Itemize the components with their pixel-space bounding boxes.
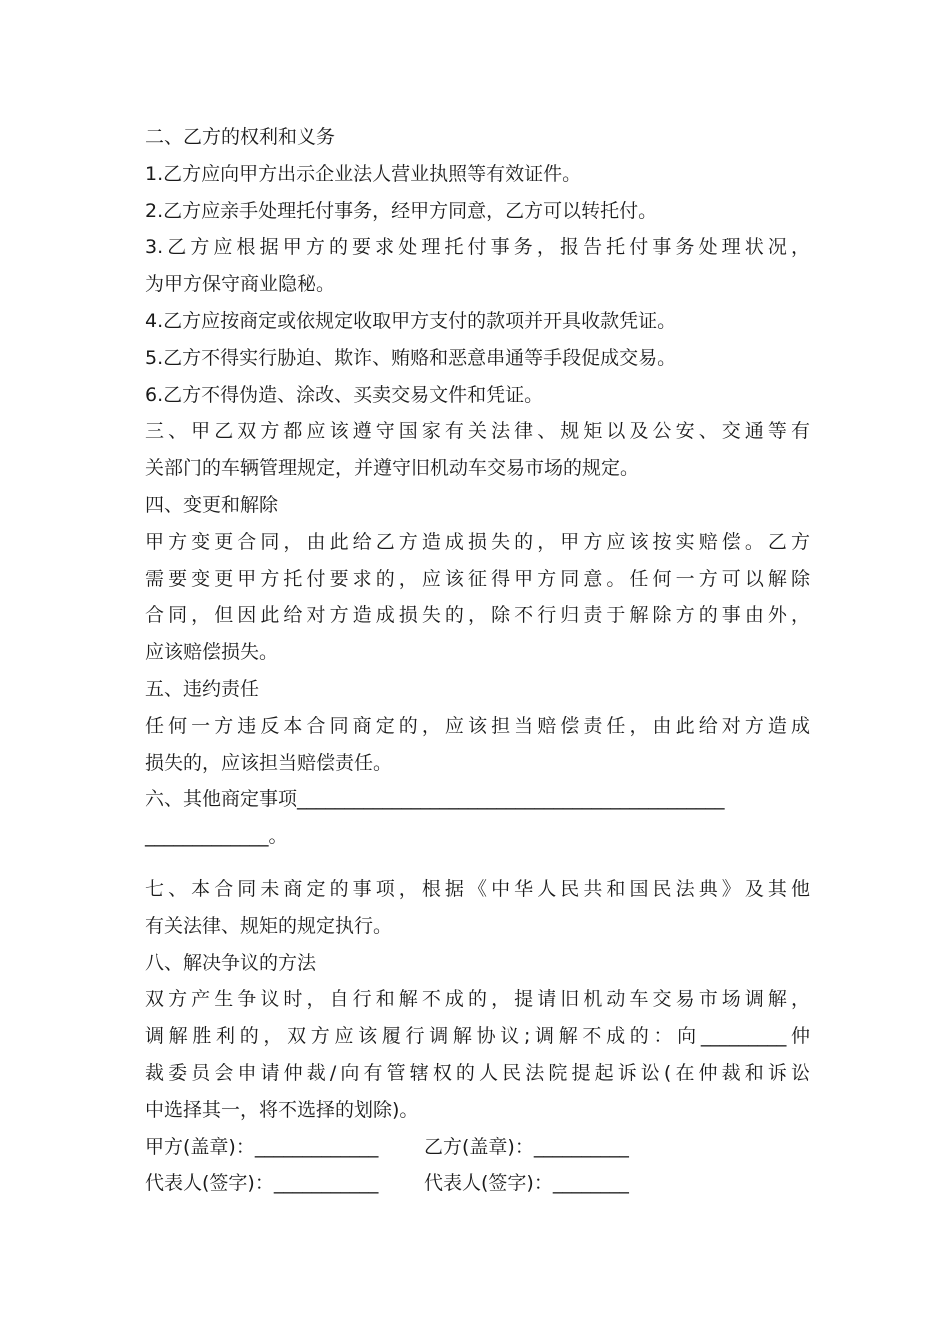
section-6-line-2: _____________。 [145,825,288,848]
representative-row [145,1165,810,1202]
party-b-representative-field: 代表人(签字)：________ [424,1172,629,1195]
clause-4: 4.乙方应按商定或依规定收取甲方支付的款项并开具收款凭证。 [145,309,677,332]
seal-row [145,1129,810,1166]
section-8-line-3: 裁委员会申请仲裁/向有管辖权的人民法院提起诉讼(在仲裁和诉讼 [145,1061,810,1084]
section-5-line-1: 任何一方违反本合同商定的，应该担当赔偿责任，由此给对方造成 [145,714,810,737]
section-heading-dispute: 八、解决争议的方法 [145,951,317,974]
section-3-line-2: 关部门的车辆管理规定，并遵守旧机动车交易市场的规定。 [145,457,640,480]
section-4-line-1: 甲方变更合同，由此给乙方造成损失的，甲方应该按实赔偿。乙方 [145,530,810,553]
section-4-line-4: 应该赔偿损失。 [145,641,279,664]
section-7-line-1: 七、本合同未商定的事项，根据《中华人民共和国民法典》及其他 [145,877,810,900]
clause-6: 6.乙方不得伪造、涂改、买卖交易文件和凭证。 [145,383,544,406]
clause-2: 2.乙方应亲手处理托付事务，经甲方同意，乙方可以转托付。 [145,199,658,222]
section-4-line-3: 合同，但因此给对方造成损失的，除不行归责于解除方的事由外， [145,604,810,627]
section-8-line-4: 中选择其一，将不选择的划除)。 [145,1098,419,1121]
section-4-line-2: 需要变更甲方托付要求的，应该征得甲方同意。任何一方可以解除 [145,567,810,590]
clause-3-line-2: 为甲方保守商业隐秘。 [145,273,336,296]
party-a-seal-field: 甲方(盖章)：_____________ [145,1135,379,1158]
contract-body [145,119,810,1202]
section-3-line-1: 三、甲乙双方都应该遵守国家有关法律、规矩以及公安、交通等有 [145,420,810,443]
section-7-line-2: 有关法律、规矩的规定执行。 [145,914,393,937]
section-6-line-1: 六、其他商定事项_____________________________________________ [145,788,725,811]
section-heading-liability: 五、违约责任 [145,677,260,700]
party-a-representative-field: 代表人(签字)：___________ [145,1172,379,1195]
clause-1: 1.乙方应向甲方出示企业法人营业执照等有效证件。 [145,162,582,185]
clause-3-line-1: 3.乙方应根据甲方的要求处理托付事务，报告托付事务处理状况， [145,236,810,259]
spacer [145,855,810,871]
section-heading-change-termination: 四、变更和解除 [145,493,279,516]
section-5-line-2: 损失的，应该担当赔偿责任。 [145,751,393,774]
clause-5: 5.乙方不得实行胁迫、欺诈、贿赂和恶意串通等手段促成交易。 [145,346,677,369]
section-8-line-1: 双方产生争议时，自行和解不成的，提请旧机动车交易市场调解， [145,988,810,1011]
party-b-seal-field: 乙方(盖章)：__________ [424,1135,629,1158]
section-heading-party-b-rights: 二、乙方的权利和义务 [145,126,336,148]
section-8-line-2: 调解胜利的，双方应该履行调解协议;调解不成的：向_________仲 [145,1025,810,1048]
